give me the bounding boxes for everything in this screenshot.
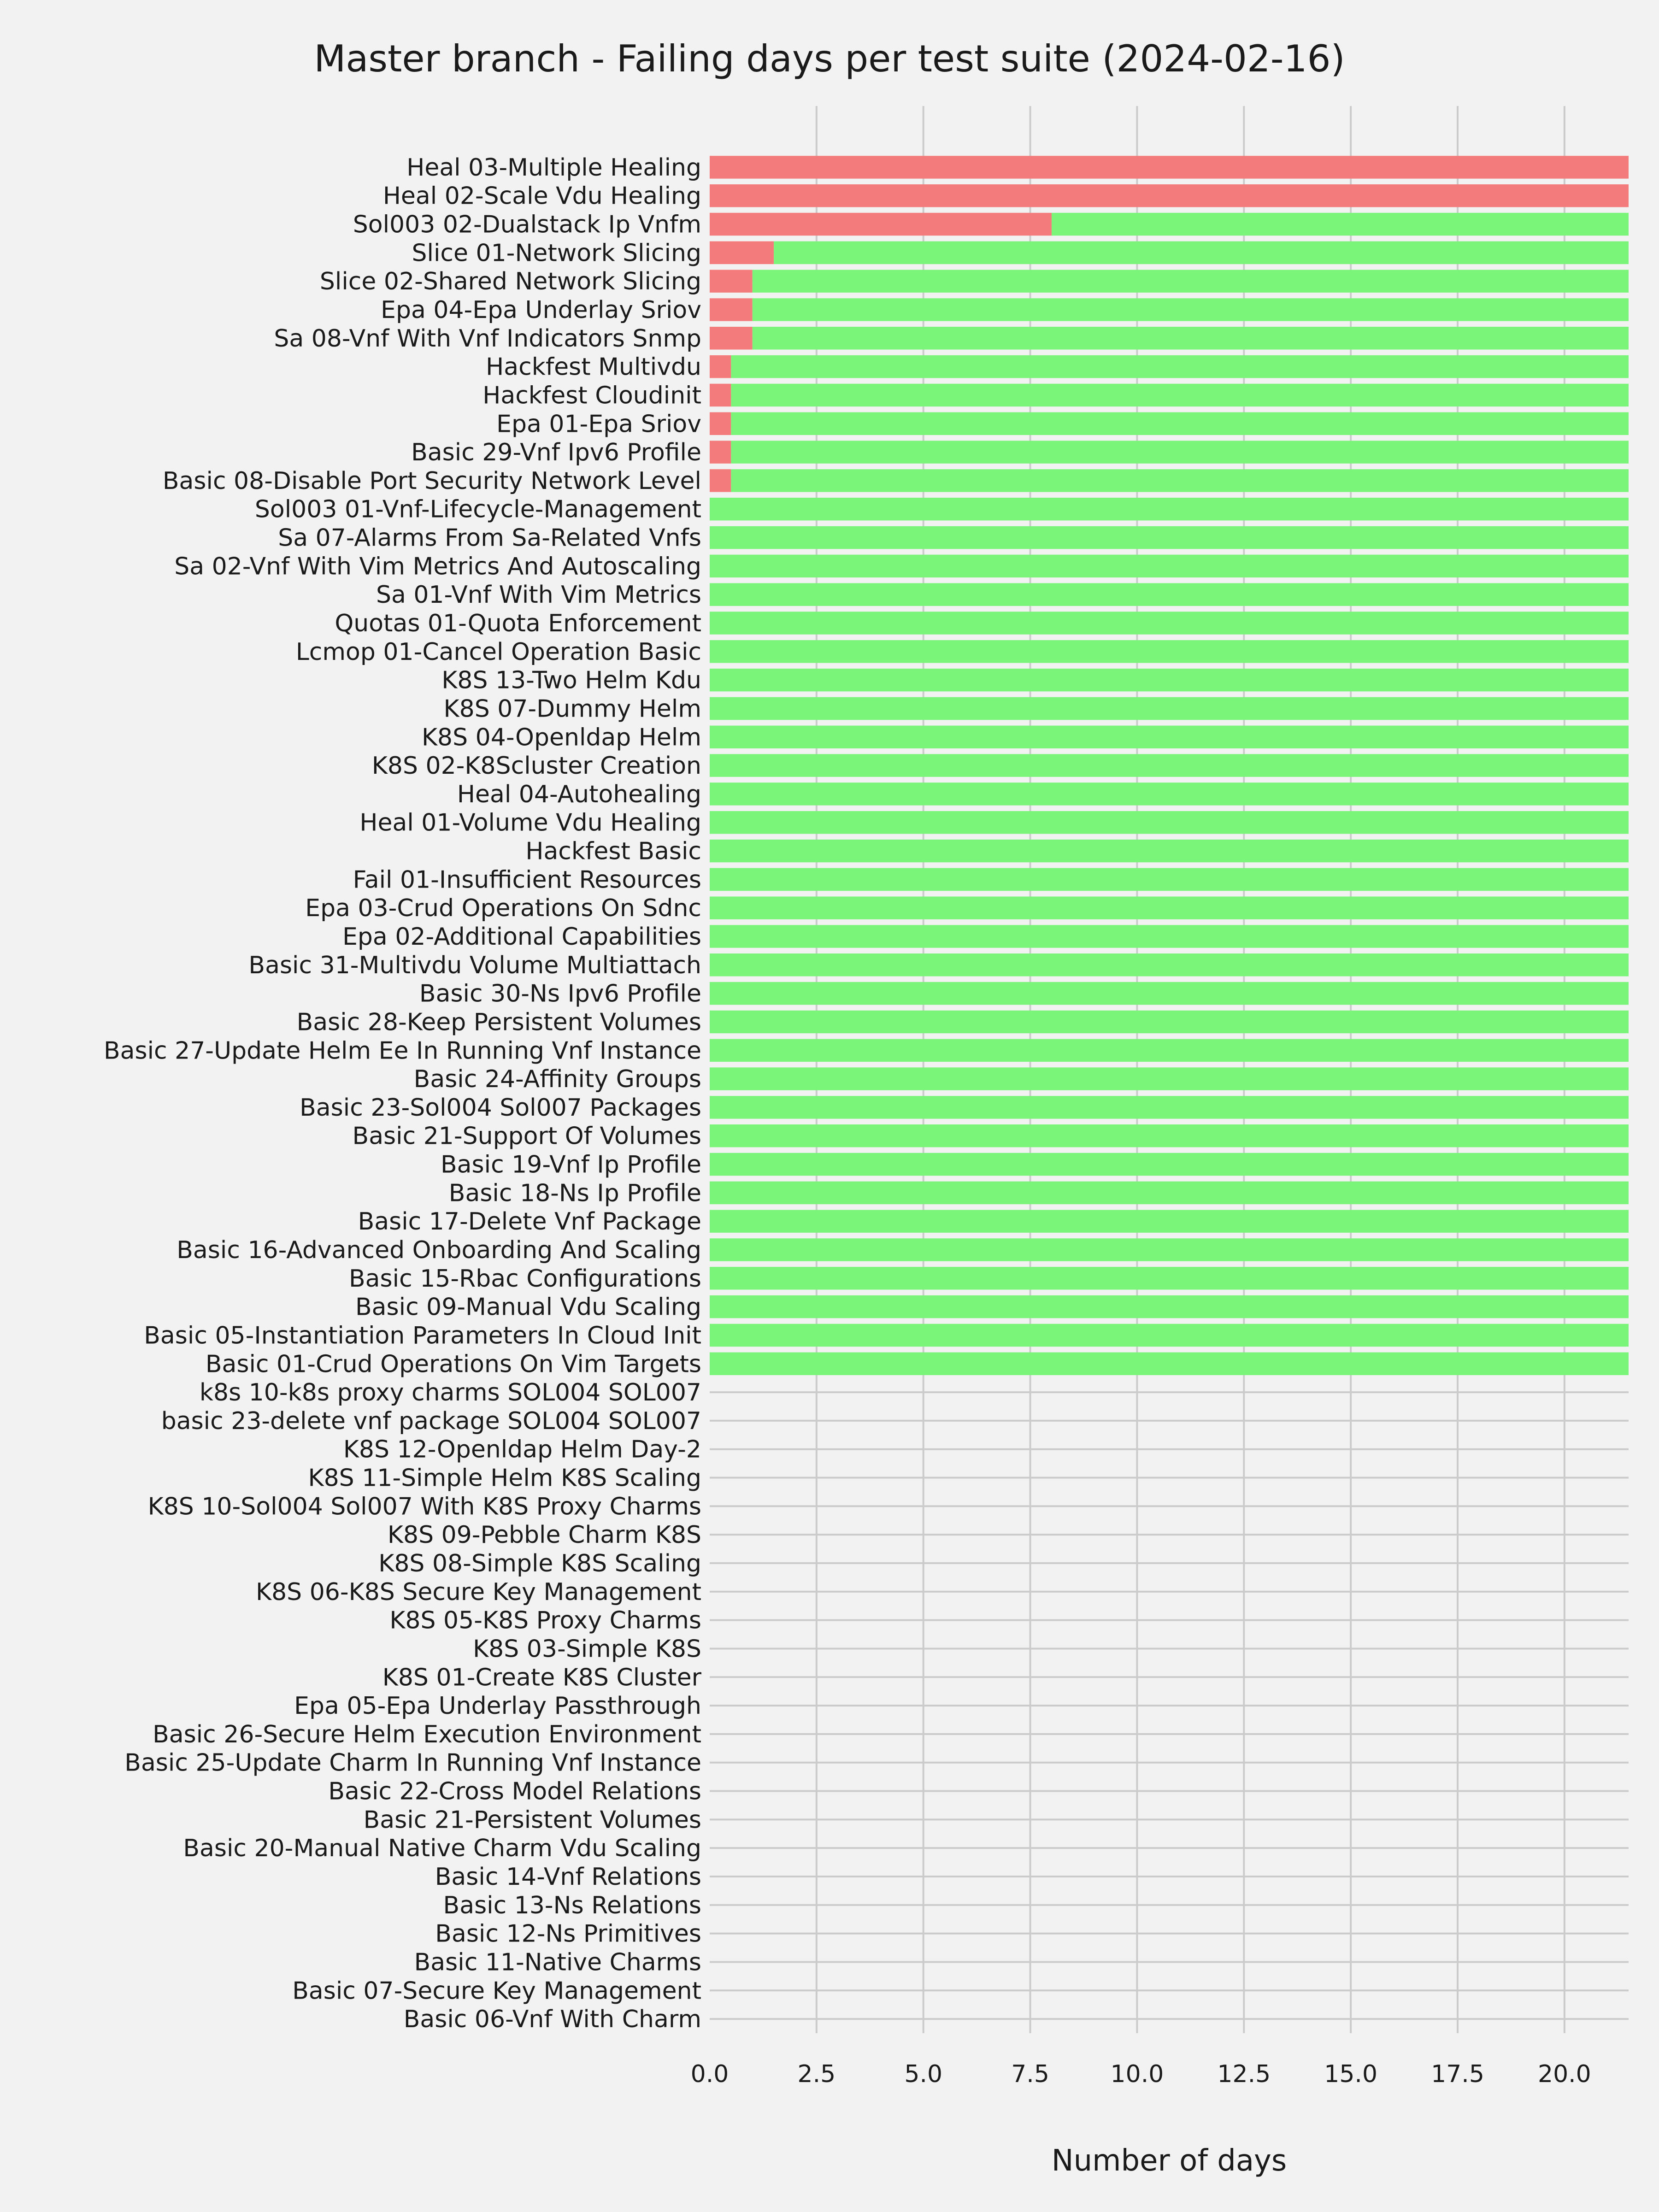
y-tick-label: Basic 14-Vnf Relations (435, 1863, 701, 1891)
bar-fail (710, 412, 731, 435)
bar-pass (710, 498, 1629, 520)
y-tick-label: Sa 07-Alarms From Sa-Related Vnfs (278, 524, 701, 552)
bar-pass (710, 697, 1629, 720)
y-tick-label: Hackfest Basic (525, 837, 701, 865)
y-tick-label: K8S 04-Openldap Helm (421, 724, 701, 752)
y-tick-label: Lcmop 01-Cancel Operation Basic (295, 638, 701, 666)
bar-pass (710, 555, 1629, 577)
y-tick-label: Basic 20-Manual Native Charm Vdu Scaling (183, 1835, 701, 1863)
y-tick-label: K8S 05-K8S Proxy Charms (389, 1606, 701, 1635)
y-tick-label: K8S 07-Dummy Helm (443, 695, 701, 723)
y-tick-label: Basic 30-Ns Ipv6 Profile (419, 980, 701, 1008)
y-tick-label: Heal 04-Autohealing (457, 780, 701, 808)
bar-pass (710, 1324, 1629, 1347)
y-tick-label: K8S 06-K8S Secure Key Management (255, 1578, 701, 1606)
bar-pass (710, 1210, 1629, 1232)
y-tick-label: Basic 28-Keep Persistent Volumes (296, 1008, 701, 1036)
bar-fail (710, 213, 1052, 235)
y-tick-label: Sol003 02-Dualstack Ip Vnfm (353, 211, 701, 239)
bar-pass (710, 640, 1629, 663)
bar-pass (710, 669, 1629, 691)
bar-pass (731, 412, 1629, 435)
y-tick-label: Epa 01-Epa Sriov (496, 410, 701, 438)
bar-pass (710, 612, 1629, 634)
bar-fail (710, 241, 774, 264)
bar-fail (710, 327, 753, 349)
bar-pass (1052, 213, 1629, 235)
y-tick-label: Basic 22-Cross Model Relations (328, 1777, 701, 1806)
y-tick-label: Basic 05-Instantiation Parameters In Cloud Init (144, 1322, 701, 1350)
bar-pass (710, 953, 1629, 976)
y-tick-label: Basic 01-Crud Operations On Vim Targets (205, 1350, 701, 1378)
x-axis-label: Number of days (1051, 2144, 1287, 2178)
bar-pass (710, 1295, 1629, 1318)
bar-fail (710, 384, 731, 406)
x-tick-label: 17.5 (1431, 2060, 1484, 2088)
y-tick-label: Sa 01-Vnf With Vim Metrics (376, 581, 701, 609)
y-tick-label: K8S 08-Simple K8S Scaling (378, 1550, 701, 1577)
y-tick-label: Basic 25-Update Charm In Running Vnf Instance (124, 1749, 701, 1777)
y-tick-label: K8S 01-Create K8S Cluster (382, 1664, 701, 1692)
bar-pass (753, 270, 1629, 292)
y-tick-label: Basic 11-Native Charms (414, 1948, 701, 1977)
y-tick-label: K8S 10-Sol004 Sol007 With K8S Proxy Charms (147, 1493, 701, 1521)
y-tick-label: Hackfest Multivdu (486, 353, 701, 381)
y-tick-label: Basic 26-Secure Helm Execution Environment (153, 1720, 701, 1748)
y-tick-label: basic 23-delete vnf package SOL004 SOL007 (161, 1407, 701, 1435)
bar-pass (710, 1039, 1629, 1062)
x-tick-label: 15.0 (1324, 2060, 1378, 2088)
bar-pass (753, 327, 1629, 349)
x-tick-label: 2.5 (797, 2060, 836, 2088)
y-tick-label: Slice 02-Shared Network Slicing (319, 268, 701, 296)
y-tick-label: Heal 03-Multiple Healing (406, 153, 701, 182)
bar-fail (710, 298, 753, 321)
y-tick-label: Sa 02-Vnf With Vim Metrics And Autoscaling (174, 553, 701, 581)
y-tick-label: K8S 11-Simple Helm K8S Scaling (308, 1464, 701, 1492)
bar-pass (710, 782, 1629, 805)
y-tick-label: Basic 09-Manual Vdu Scaling (355, 1293, 701, 1321)
y-tick-label: K8S 13-Two Helm Kdu (441, 666, 701, 694)
x-tick-labels (691, 2060, 1591, 2088)
bar-fail (710, 270, 753, 292)
bar-pass (710, 1124, 1629, 1147)
y-tick-label: Hackfest Cloudinit (482, 382, 701, 410)
y-tick-label: Basic 17-Delete Vnf Package (358, 1208, 701, 1236)
y-tick-label: Basic 16-Advanced Onboarding And Scaling (176, 1236, 701, 1264)
y-tick-label: Basic 15-Rbac Configurations (349, 1265, 701, 1293)
bar-pass (731, 384, 1629, 406)
y-tick-label: Basic 21-Persistent Volumes (363, 1806, 701, 1834)
y-tick-label: Basic 19-Vnf Ip Profile (440, 1151, 701, 1179)
bar-pass (710, 583, 1629, 606)
bar-pass (710, 1096, 1629, 1118)
y-tick-label: Epa 05-Epa Underlay Passthrough (294, 1692, 701, 1720)
x-tick-label: 10.0 (1110, 2060, 1164, 2088)
y-tick-label: Quotas 01-Quota Enforcement (335, 610, 701, 637)
bar-pass (710, 1067, 1629, 1090)
y-tick-label: K8S 02-K8Scluster Creation (371, 752, 701, 780)
bar-pass (710, 1011, 1629, 1033)
bar-pass (710, 1353, 1629, 1375)
x-tick-label: 7.5 (1011, 2060, 1049, 2088)
y-tick-label: Sa 08-Vnf With Vnf Indicators Snmp (274, 324, 701, 353)
bar-pass (710, 1182, 1629, 1204)
bar-pass (710, 1238, 1629, 1261)
bar-pass (710, 840, 1629, 862)
bar-pass (710, 896, 1629, 919)
bar-pass (710, 982, 1629, 1005)
bar-pass (731, 441, 1629, 463)
bar-pass (710, 1267, 1629, 1289)
y-tick-label: Basic 24-Affinity Groups (413, 1065, 701, 1094)
y-tick-label: Basic 06-Vnf With Charm (403, 2006, 701, 2034)
y-tick-label: K8S 03-Simple K8S (473, 1635, 701, 1663)
bar-pass (710, 1153, 1629, 1176)
bar-pass (731, 469, 1629, 492)
chart-title: Master branch - Failing days per test suite (2024-02-16) (314, 37, 1345, 80)
bars (710, 156, 1629, 1375)
y-tick-label: K8S 09-Pebble Charm K8S (387, 1521, 701, 1549)
y-tick-label: Basic 27-Update Helm Ee In Running Vnf Instance (103, 1037, 701, 1065)
y-tick-label: Fail 01-Insufficient Resources (353, 866, 701, 894)
x-tick-label: 12.5 (1217, 2060, 1271, 2088)
bar-fail (710, 184, 1629, 207)
bar-pass (731, 355, 1629, 378)
y-tick-label: Epa 04-Epa Underlay Sriov (381, 296, 701, 324)
x-tick-label: 0.0 (690, 2060, 729, 2088)
bar-pass (710, 526, 1629, 549)
x-tick-label: 20.0 (1537, 2060, 1591, 2088)
y-tick-label: k8s 10-k8s proxy charms SOL004 SOL007 (199, 1379, 701, 1407)
bar-pass (710, 726, 1629, 748)
y-tick-label: Basic 21-Support Of Volumes (352, 1122, 701, 1150)
bar-fail (710, 441, 731, 463)
bar-fail (710, 355, 731, 378)
bar-pass (710, 868, 1629, 891)
y-tick-label: Basic 18-Ns Ip Profile (448, 1179, 701, 1207)
bar-pass (774, 241, 1629, 264)
y-tick-label: K8S 12-Openldap Helm Day-2 (343, 1435, 701, 1464)
y-tick-label: Basic 12-Ns Primitives (435, 1920, 701, 1948)
bar-pass (710, 754, 1629, 777)
y-tick-label: Epa 02-Additional Capabilities (342, 923, 701, 951)
y-tick-label: Basic 08-Disable Port Security Network Level (162, 467, 701, 495)
y-tick-label: Basic 23-Sol004 Sol007 Packages (300, 1094, 701, 1122)
y-tick-label: Heal 01-Volume Vdu Healing (359, 809, 701, 837)
bar-pass (710, 811, 1629, 834)
bar-pass (710, 925, 1629, 947)
y-tick-label: Heal 02-Scale Vdu Healing (382, 182, 701, 210)
y-tick-label: Sol003 01-Vnf-Lifecycle-Management (254, 495, 701, 524)
y-tick-label: Slice 01-Network Slicing (412, 239, 701, 267)
y-tick-label: Epa 03-Crud Operations On Sdnc (305, 894, 701, 923)
bar-fail (710, 156, 1629, 178)
bar-pass (753, 298, 1629, 321)
x-tick-label: 5.0 (904, 2060, 943, 2088)
y-tick-label: Basic 31-Multivdu Volume Multiattach (248, 951, 701, 979)
y-tick-label: Basic 07-Secure Key Management (292, 1977, 701, 2005)
bar-fail (710, 469, 731, 492)
y-tick-label: Basic 29-Vnf Ipv6 Profile (411, 439, 701, 467)
y-tick-label: Basic 13-Ns Relations (443, 1891, 701, 1919)
